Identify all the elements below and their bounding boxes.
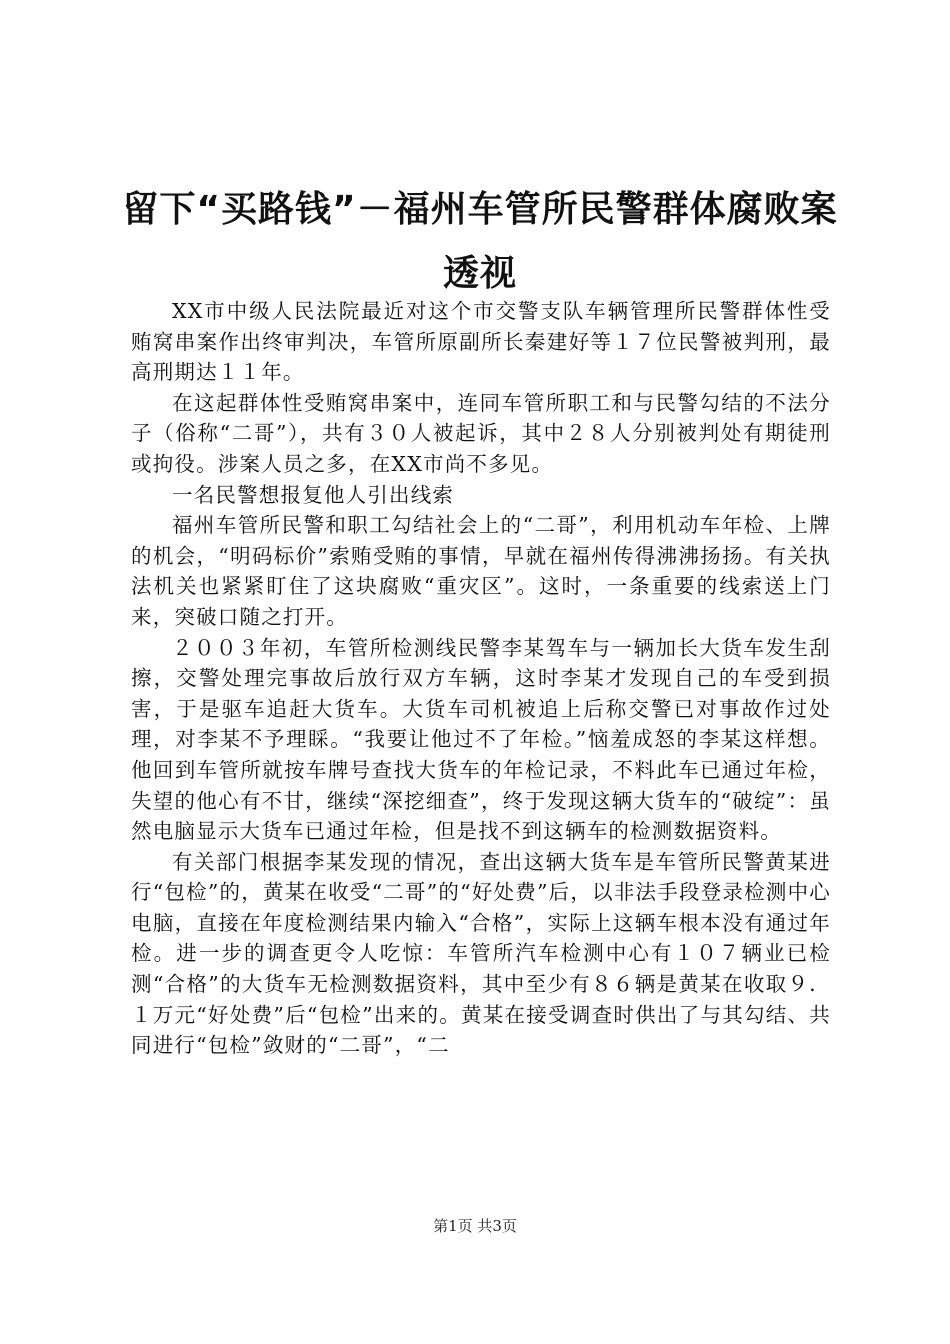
document-title: 留下“买路钱”－福州车管所民警群体腐败案透视 xyxy=(122,189,838,294)
paragraph: 在这起群体性受贿窝串案中，连同车管所职工和与民警勾结的不法分子（俗称“二哥”），共有３０人被起诉，其中２８人分别被判处有期徒刑或拘役。涉案人员之多，在XX市尚不多见。 xyxy=(131,390,831,476)
document-body xyxy=(131,296,831,1061)
section-heading: 一名民警想报复他人引出线索 xyxy=(172,482,455,507)
paragraph: ２００３年初，车管所检测线民警李某驾车与一辆加长大货车发生刮擦，交警处理完事故后放行双方车辆，这时李某才发现自己的车受到损害，于是驱车追赶大货车。大货车司机被追上后称交警已对事故作过处理，对李某不予理睬。“我要让他过不了年检。”恼羞成怒的李某这样想。他回到车管所就按车牌号查找大货车的年检记录，不料此车已通过年检，失望的他心有不甘，继续“深挖细查”，终于发现这辆大货车的“破绽”：虽然电脑显示大货车已通过年检，但是找不到这辆车的检测数据资料。 xyxy=(131,635,831,844)
paragraph: 福州车管所民警和职工勾结社会上的“二哥”，利用机动车年检、上牌的机会，“明码标价”索贿受贿的事情，早就在福州传得沸沸扬扬。有关执法机关也紧紧盯住了这块腐败“重灾区”。这时，一条重要的线索送上门来，突破口随之打开。 xyxy=(131,513,831,629)
paragraph: XX市中级人民法院最近对这个市交警支队车辆管理所民警群体性受贿窝串案作出终审判决，车管所原副所长秦建好等１７位民警被判刑，最高刑期达１１年。 xyxy=(131,299,831,385)
page-footer: 第1页 共3页 xyxy=(433,1217,517,1235)
paragraph: 有关部门根据李某发现的情况，查出这辆大货车是车管所民警黄某进行“包检”的，黄某在收受“二哥”的“好处费”后，以非法手段登录检测中心电脑，直接在年度检测结果内输入“合格”，实际上这辆车根本没有通过年检。进一步的调查更令人吃惊：车管所汽车检测中心有１０７辆业已检测“合格”的大货车无检测数据资料，其中至少有８６辆是黄某在收取９．１万元“好处费”后“包检”出来的。黄某在接受调查时供出了与其勾结、共同进行“包检”敛财的“二哥”，“二 xyxy=(131,849,831,1058)
